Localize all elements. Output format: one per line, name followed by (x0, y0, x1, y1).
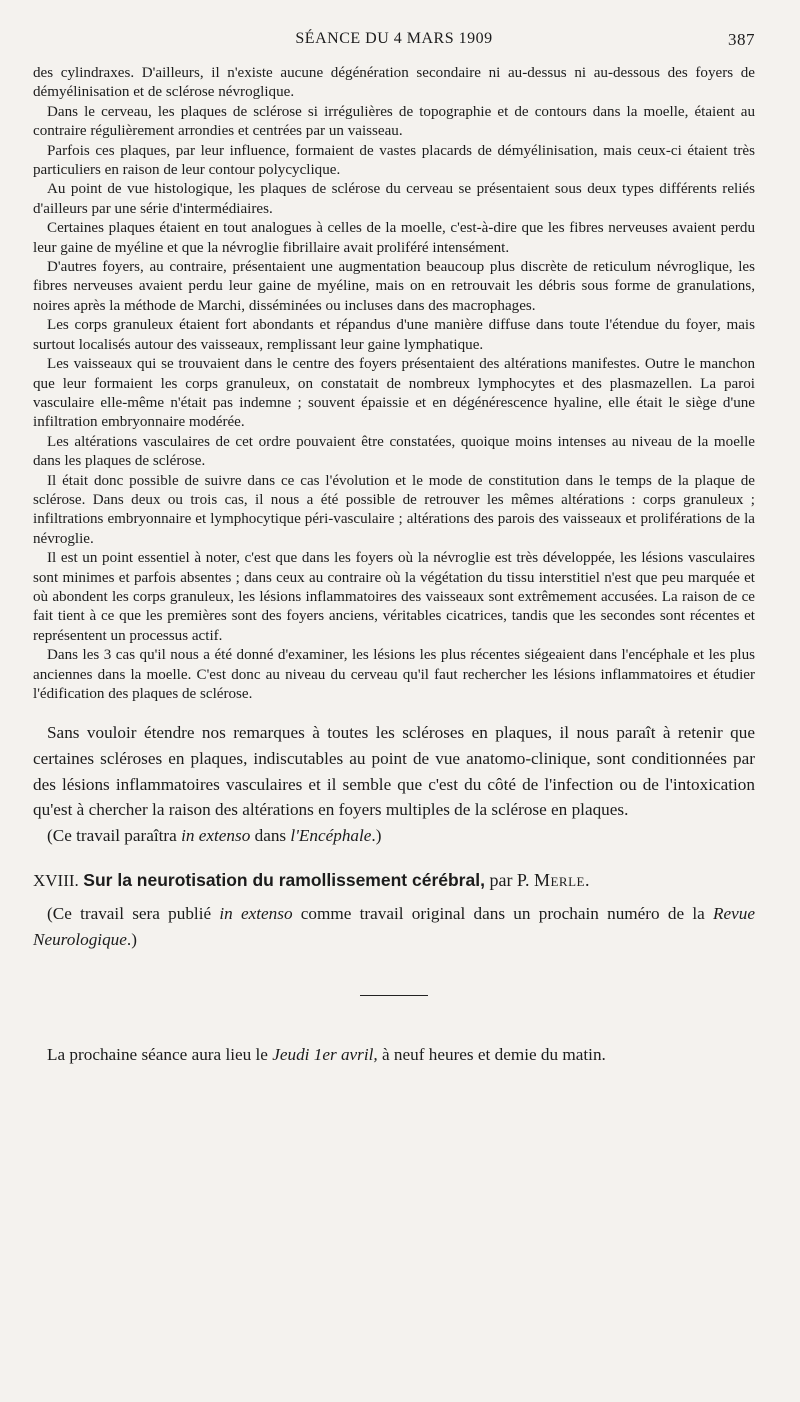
paragraph: D'autres foyers, au contraire, présentaient une augmentation beaucoup plus discrète de reticulum névroglique, les fibres nerveuses avaient perdu leur gaine de myéline, mais on en retrouvait les débris sous forme de granulations, noires après la méthode de Marchi, disséminées ou incluses dans des macrophages. (33, 259, 755, 314)
section-title: Sur la neurotisation du ramollissement cérébral, (83, 870, 485, 891)
paragraph: Parfois ces plaques, par leur influence, formaient de vastes placards de démyélinisation, mais ceux-ci étaient très particuliers en raison de leur contour polycyclique. (33, 142, 755, 179)
section-end: . (584, 870, 590, 891)
note-italic: in extenso (219, 904, 293, 924)
paragraph: des cylindraxes. D'ailleurs, il n'existe aucune dégénération secondaire ni au-dessus ni au-dessous des foyers de démyélinisation et de sclérose névroglique. (33, 65, 755, 101)
paragraph: Les altérations vasculaires de cet ordre pouvaient être constatées, quoique moins intenses au niveau de la moelle dans les plaques de sclérose. (33, 433, 755, 470)
note-text: (Ce travail sera publié (47, 904, 220, 924)
section-divider (360, 995, 428, 996)
publication-note (33, 823, 755, 849)
paragraph: Dans le cerveau, les plaques de sclérose si irrégulières de topographie et de contours dans la moelle, étaient au contraire régulièrement arrondies et centrées par un vaisseau. (33, 103, 755, 140)
note-text: (Ce travail paraîtra (47, 825, 182, 845)
note-text: .) (126, 929, 137, 949)
closing-announcement (33, 1042, 755, 1068)
paragraph: Certaines plaques étaient en tout analogues à celles de la moelle, c'est-à-dire que les fibres nerveuses avaient perdu leur gaine de myéline et que la névroglie fibrillaire avait proliféré intensément. (33, 220, 755, 256)
section-heading (33, 868, 755, 893)
note-text: comme travail original dans un prochain numéro de la (292, 904, 713, 924)
running-title: SÉANCE DU 4 MARS 1909 (295, 30, 493, 47)
paragraph: Il était donc possible de suivre dans ce cas l'évolution et le mode de constitution dans le temps de la plaque de sclérose. Dans deux ou trois cas, il nous a été possible de retrouver les mêmes altérations : corps granuleux ; infiltrations embryonnaire et lymphocytique péri-vasculaire ; altérations des parois des vaisseaux et proliférations de la névroglie. (33, 472, 755, 547)
section-publication-note (33, 901, 755, 952)
closing-date: Jeudi 1er avril, (272, 1044, 378, 1064)
section-author: Merle (533, 870, 585, 891)
closing-text: La prochaine séance aura lieu le (47, 1044, 273, 1064)
section-number: XVIII. (33, 871, 79, 891)
paragraph: Dans les 3 cas qu'il nous a été donné d'examiner, les lésions les plus récentes siégeaient dans l'encéphale et les plus anciennes dans la moelle. C'est donc au niveau du cerveau qu'il faut rechercher les lésions inflammatoires et étudier l'édification des plaques de sclérose. (33, 647, 755, 702)
body-text-large (33, 720, 755, 848)
note-text: dans (250, 825, 291, 845)
running-header (33, 30, 755, 54)
note-italic: in extenso (181, 825, 251, 845)
conclusion-paragraph: Sans vouloir étendre nos remarques à toutes les scléroses en plaques, il nous paraît à retenir que certaines scléroses en plaques, indiscutables au point de vue anatomo-clinique, sont conditionnées par des lésions inflammatoires vasculaires et il semble que c'est du côté de l'infection ou de l'intoxication qu'est à chercher la raison des altérations en foyers multiples de la sclérose en plaques. (33, 723, 755, 820)
closing-text: à neuf heures et demie du matin. (377, 1044, 606, 1064)
note-journal: l'Encéphale (290, 825, 372, 845)
note-journal: Revue Neurologique (33, 904, 755, 949)
body-text-small (33, 64, 755, 704)
note-text: .) (371, 825, 382, 845)
section-by: par P. (489, 870, 530, 891)
page (33, 30, 755, 1084)
paragraph: Au point de vue histologique, les plaques de sclérose du cerveau se présentaient sous deux types différents reliés d'ailleurs par une série d'intermédiaires. (33, 181, 755, 217)
paragraph: Les vaisseaux qui se trouvaient dans le centre des foyers présentaient des altérations manifestes. Outre le manchon que leur formaient les corps granuleux, on constatait de nombreux lymphocytes et des plasmazellen. La paroi vasculaire elle-même n'était pas indemne ; souvent épaissie et en dégénérescence hyaline, elle était le siège d'une infiltration embryonnaire modérée. (33, 356, 755, 431)
page-number: 387 (728, 30, 755, 49)
paragraph: Les corps granuleux étaient fort abondants et répandus d'une manière diffuse dans toute l'étendue du foyer, mais surtout localisés autour des vaisseaux, remplissant leur gaine lymphatique. (33, 317, 755, 353)
paragraph: Il est un point essentiel à noter, c'est que dans les foyers où la névroglie est très développée, les lésions vasculaires sont minimes et parfois absentes ; dans ceux au contraire où la végétation du tissu interstitiel n'est que peu marquée et où abondent les corps granuleux, les lésions inflammatoires des vaisseaux sont extrêmement accusées. La raison de ce fait tient à ce que les premières sont des foyers anciens, véritables cicatrices, tandis que les secondes sont récentes et représentent un processus actif. (33, 550, 755, 644)
